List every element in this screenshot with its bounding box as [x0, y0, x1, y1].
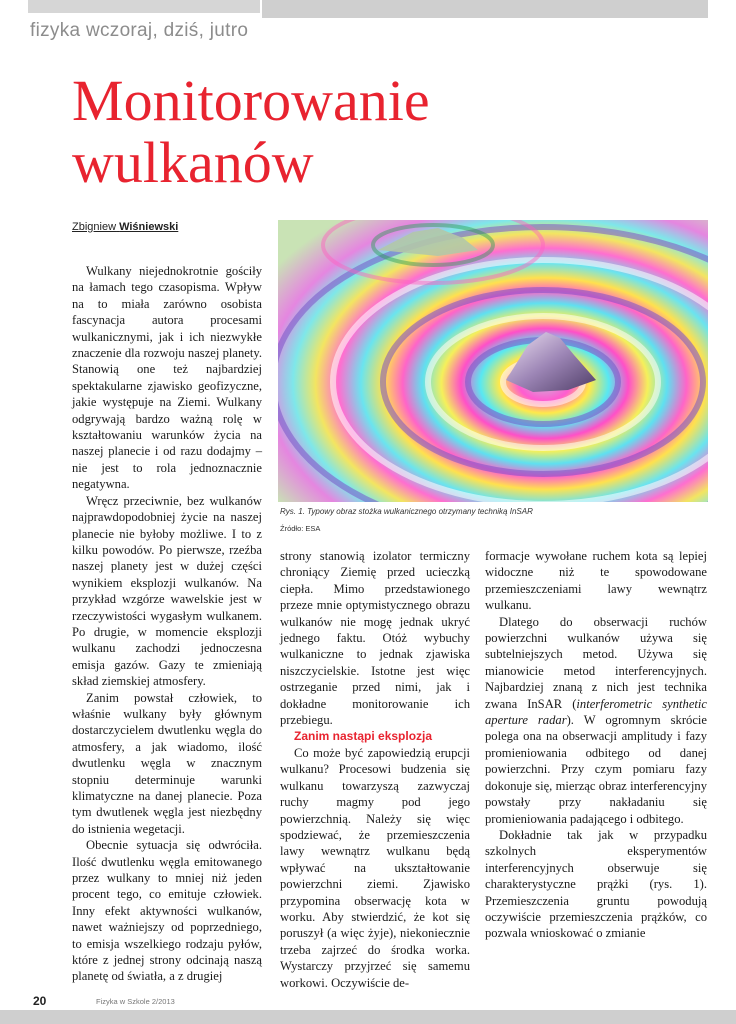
paragraph: Wręcz przeciwnie, bez wulkanów najprawdopodobniej życie na naszej planecie nie byłoby możliwe. I to z kilku powodów. Po pierwsze, rzeźba naszej planety jest w dużej części wynikiem eksplozji wulkanów. Na przykład wzgórze wawelskie jest w rzeczywistości wygasłym wulkanem. Po drugie, w momencie eksplozji wulkanu zachodzi jednoczesna emisja gazów. Gazy te zmieniają skład ziemskiej atmosfery.: [72, 493, 262, 689]
text-run: ). W ogromnym skrócie polega ona na obserwacji amplitudy i fazy promieniowania odbitego od danej powierzchni. Przy czym pomiaru fazy dokonuje się, mierząc obraz interferencyjny powstały przy nakładaniu się promieniowania padającego i odbitego.: [485, 713, 707, 826]
title-line-2: wulkanów: [72, 130, 314, 195]
text-column-2: [280, 548, 470, 991]
header-bar-right: [262, 0, 708, 18]
paragraph: formacje wywołane ruchem kota są lepiej widoczne niż te spowodowane przemieszczeniami lawy wewnątrz wulkanu.: [485, 549, 707, 613]
text-column-3: [485, 548, 707, 942]
paragraph: strony stanowią izolator termiczny chroniący Ziemię przed ucieczką ciepła. Mimo przedstawionego przeze mnie optymistycznego obrazu wulkanów nie mogę jednak ukryć jednego faktu. Otóż wybuchy wulkaniczne to jednak zjawiska niszczycielskie. Istotne jest więc ostrzeganie przed nimi, jak i dokładne monitorowanie ich przebiegu.: [280, 549, 470, 728]
author-last-name: Wiśniewski: [119, 221, 179, 233]
figure-source: Źródło: ESA: [280, 524, 321, 533]
paragraph: Co może być zapowiedzią erupcji wulkanu? Procesowi budzenia się wulkanu towarzyszą zazwyczaj ruchy magmy pod jego powierzchnią. Należy się więc spodziewać, że przemieszczenia lawy wewnątrz wulkanu będą wpływać na ukształtowanie powierzchni ziemi. Zjawisko przypomina obserwację kota w worku. Aby stwierdzić, że kot się poruszył (a więc żyje), niekoniecznie trzeba zajrzeć do środka worka. Wystarczy przyjrzeć się samemu workowi. Oczywiście de-: [280, 745, 470, 990]
italic-term: interferometric synthetic aperture radar: [485, 696, 707, 728]
journal-name: Fizyka w Szkole 2/2013: [96, 997, 175, 1006]
insar-interferogram: [278, 220, 708, 502]
paragraph: Wulkany niejednokrotnie gościły na łamach tego czasopisma. Wpływ na to miała zarówno osobista fascynacja autora procesami wulkanicznymi, jak i ich niezwykłe znaczenie dla rozwoju naszej planety. Stanowią one też najbardziej spektakularne zjawisko geofizyczne, jakie występuje na Ziemi. Wulkany odgrywają bardzo ważną rolę w kształtowaniu warunków życia na naszej planecie i od razu dodajmy – nie jest to rola jednoznacznie negatywna.: [72, 264, 262, 492]
series-title: fizyka wczoraj, dziś, jutro: [30, 20, 249, 41]
text-run: Dlatego do obserwacji ruchów powierzchni wulkanów używa się subtelniejszych metod. Używa się mianowicie metod interferencyjnych. Najbardziej znaną z nich jest technika zwana InSAR (: [485, 614, 707, 711]
paragraph: Obecnie sytuacja się odwróciła. Ilość dwutlenku węgla emitowanego przez wulkany to mniej niż jeden procent tego, co emituje człowiek. Inny efekt aktywności wulkanów, nawet ważniejszy od poprzedniego, to emisja wszelkiego rodzaju pyłów, które z jednej strony odcinają naszą planetę od światła, a z drugiej: [72, 838, 262, 984]
article-title: [72, 70, 430, 194]
figure-caption: Rys. 1. Typowy obraz stożka wulkanicznego otrzymany techniką InSAR: [280, 507, 533, 516]
paragraph: [485, 614, 707, 827]
section-subheading: Zanim nastąpi eksplozja: [294, 729, 433, 744]
title-line-1: Monitorowanie: [72, 68, 430, 133]
paragraph: Dokładnie tak jak w przypadku szkolnych eksperymentów interferencyjnych obserwuje się charakterystyczne prążki (rys. 1). Przemieszczenia gruntu powodują oczywiście przemieszczenia prążków, co pozwala wnioskować o zmianie: [485, 827, 707, 941]
paragraph: Zanim powstał człowiek, to właśnie wulkany były głównym dostarczycielem dwutlenku węgla do atmosfery, a jak wiadomo, ilość dwutlenku węgla w znacznym stopniu determinuje warunki klimatyczne na danej planecie. Poza tym dwutlenek węgla jest niezbędny do istnienia wegetacji.: [72, 690, 262, 836]
author-byline: [72, 221, 178, 233]
author-first-name: Zbigniew: [72, 221, 117, 233]
header-bar-left: [28, 0, 260, 13]
text-column-1: [72, 263, 262, 985]
insar-figure-image: [278, 220, 708, 502]
footer-bar: [0, 1010, 736, 1024]
page-number: 20: [33, 994, 47, 1008]
